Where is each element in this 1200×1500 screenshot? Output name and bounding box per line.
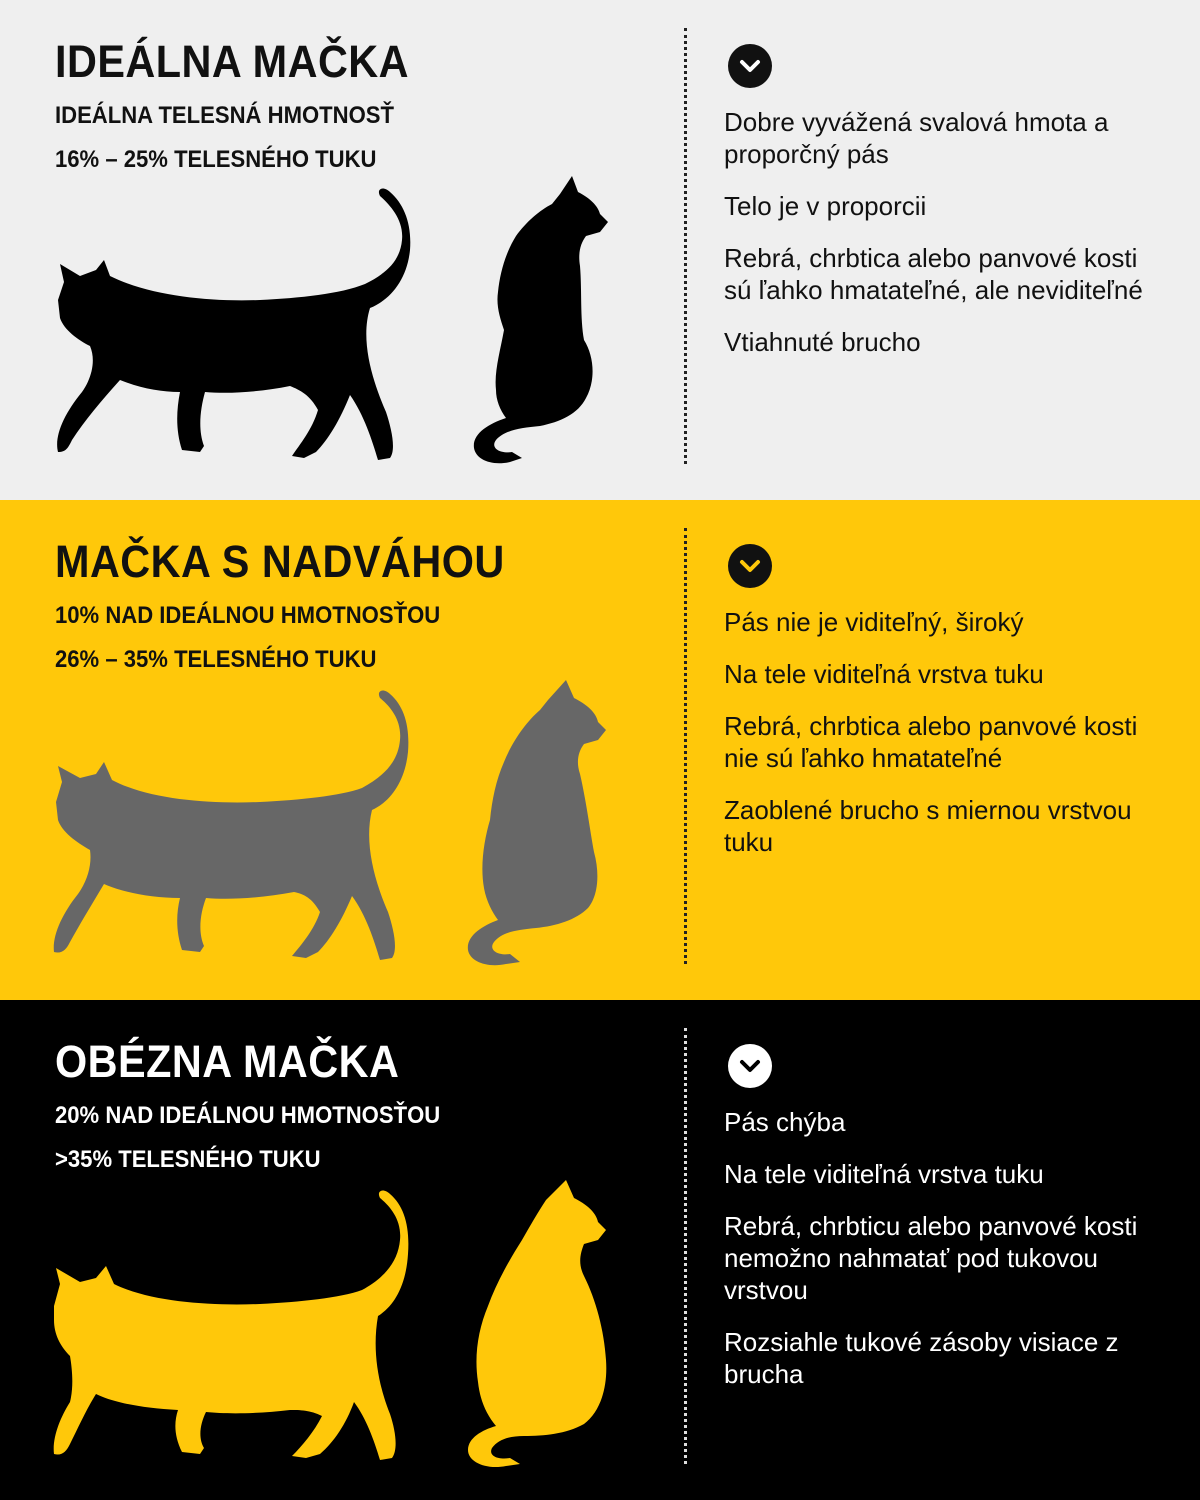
section-subtitle-weight: IDEÁLNA TELESNÁ HMOTNOSŤ <box>55 102 394 129</box>
section-subtitle-fat: 26% – 35% TELESNÉHO TUKU <box>55 646 377 673</box>
sitting-cat-silhouette <box>468 1180 606 1467</box>
list-item: Zaoblené brucho s miernou vrstvou tuku <box>724 795 1132 857</box>
section-title: OBÉZNA MAČKA <box>55 1036 400 1087</box>
section-ideal-cat <box>0 0 1200 500</box>
walking-cat-silhouette <box>54 1191 409 1460</box>
list-item: Pás chýba <box>724 1107 846 1137</box>
list-item: Vtiahnuté brucho <box>724 327 921 357</box>
characteristics-list <box>724 1106 1169 1410</box>
list-item: Na tele viditeľná vrstva tuku <box>724 1159 1044 1189</box>
walking-cat-silhouette <box>57 189 410 460</box>
list-item: Rebrá, chrbtica alebo panvové kosti nie sú ľahko hmatateľné <box>724 711 1138 773</box>
list-item: Telo je v proporcii <box>724 191 927 221</box>
section-divider <box>684 1028 687 1464</box>
section-overweight-cat <box>0 500 1200 1000</box>
list-item: Pás nie je viditeľný, široký <box>724 607 1024 637</box>
obese-cat-summary <box>0 1000 680 1500</box>
sitting-cat-silhouette <box>474 176 608 463</box>
characteristics-list <box>724 606 1169 878</box>
section-subtitle-weight: 10% NAD IDEÁLNOU HMOTNOSŤOU <box>55 602 441 629</box>
list-item: Dobre vyvážená svalová hmota a proporčný pás <box>724 107 1109 169</box>
list-item: Rebrá, chrbticu alebo panvové kosti nemožno nahmatať pod tukovou vrstvou <box>724 1211 1138 1305</box>
list-item: Rozsiahle tukové zásoby visiace z brucha <box>724 1327 1119 1389</box>
section-obese-cat <box>0 1000 1200 1500</box>
walking-cat-silhouette <box>54 691 409 960</box>
cat-silhouettes <box>0 500 680 1000</box>
chevron-down-icon[interactable] <box>728 544 772 588</box>
cat-silhouettes <box>0 1000 680 1500</box>
section-subtitle-fat: 16% – 25% TELESNÉHO TUKU <box>55 146 377 173</box>
section-divider <box>684 28 687 464</box>
characteristics-list <box>724 106 1169 378</box>
section-subtitle-fat: >35% TELESNÉHO TUKU <box>55 1146 321 1173</box>
overweight-cat-summary <box>0 500 680 1000</box>
section-title: MAČKA S NADVÁHOU <box>55 536 505 587</box>
section-divider <box>684 528 687 964</box>
section-title: IDEÁLNA MAČKA <box>55 36 410 87</box>
chevron-down-icon[interactable] <box>728 44 772 88</box>
overweight-cat-details <box>724 500 1174 1000</box>
obese-cat-details <box>724 1000 1174 1500</box>
chevron-down-icon[interactable] <box>728 1044 772 1088</box>
ideal-cat-details <box>724 0 1174 500</box>
sitting-cat-silhouette <box>468 680 606 965</box>
list-item: Rebrá, chrbtica alebo panvové kosti sú ľahko hmatateľné, ale neviditeľné <box>724 243 1143 305</box>
cat-silhouettes <box>0 0 680 500</box>
section-subtitle-weight: 20% NAD IDEÁLNOU HMOTNOSŤOU <box>55 1102 441 1129</box>
ideal-cat-summary <box>0 0 680 500</box>
list-item: Na tele viditeľná vrstva tuku <box>724 659 1044 689</box>
